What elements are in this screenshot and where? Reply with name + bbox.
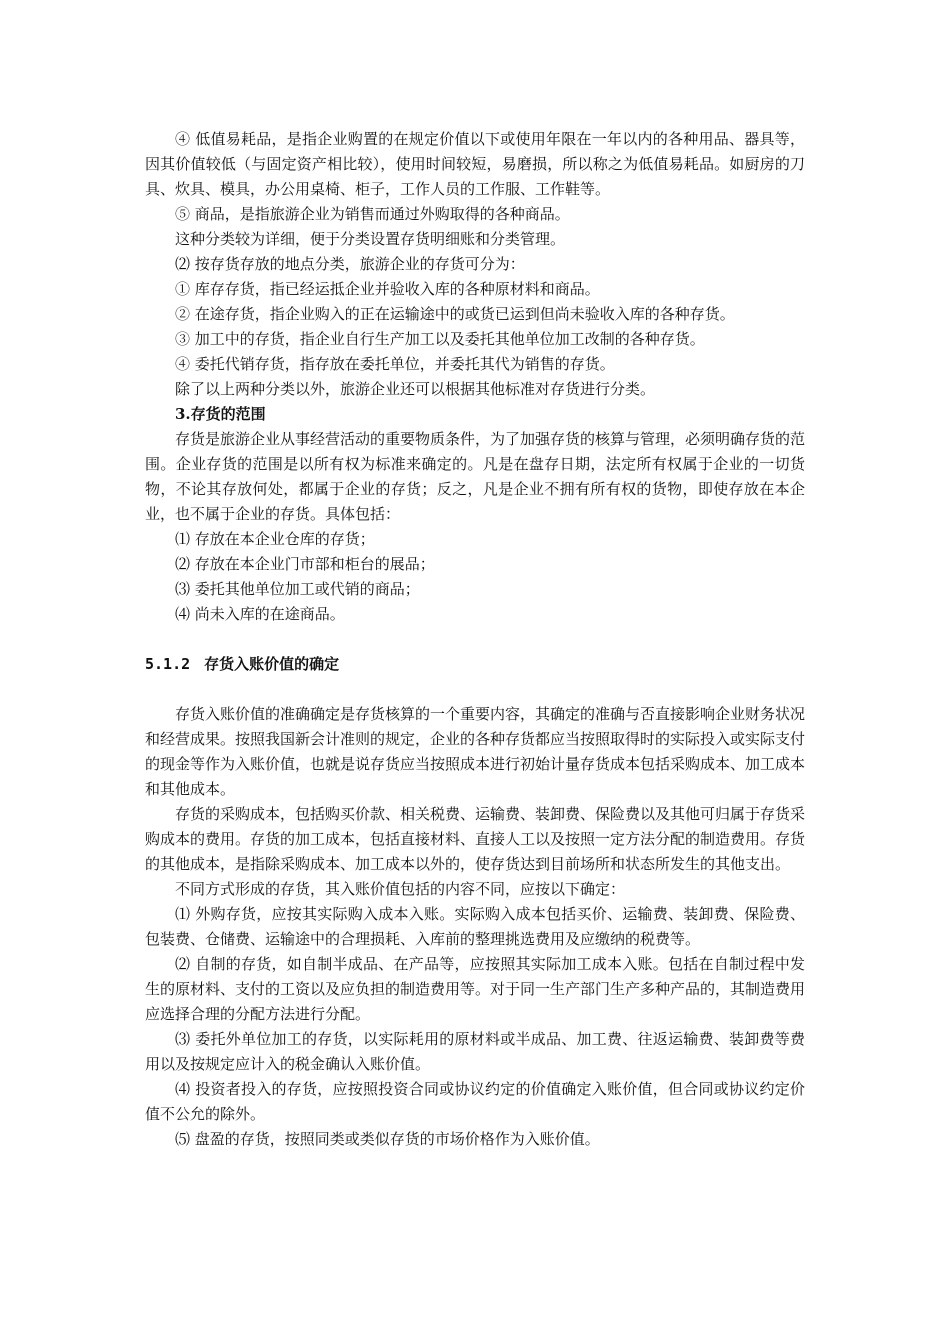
paragraph-surplus: ⑸ 盘盈的存货，按照同类或类似存货的市场价格作为入账价值。 (175, 1130, 600, 1148)
paragraph-other-classification: 除了以上两种分类以外，旅游企业还可以根据其他标准对存货进行分类。 (175, 380, 656, 398)
paragraph-consignment: ④ 委托代销存货，指存放在委托单位，并委托其代为销售的存货。 (175, 355, 615, 373)
paragraph-inventory-scope: 存货是旅游企业从事经营活动的重要物质条件，为了加强存货的核算与管理，必须明确存货的范围。企业存货的范围是以所有权为标准来确定的。凡是在盘存日期，法定所有权属于企业的一切货物，不论其存放何处，都属于企业的存货；反之，凡是企业不拥有所有权的货物，即使存放在本企业，也不属于企业的存货。具体包括： (145, 430, 806, 523)
paragraph-low-value-consumables: ④ 低值易耗品，是指企业购置的在规定价值以下或使用年限在一年以内的各种用品、器具等，因其价值较低（与固定资产相比较），使用时间较短，易磨损，所以称之为低值易耗品。如厨房的刀具、炊具、模具，办公用桌椅、柜子，工作人员的工作服、工作鞋等。 (145, 130, 805, 198)
paragraph-location-classification: ⑵ 按存货存放的地点分类，旅游企业的存货可分为： (175, 255, 525, 273)
section-number: 5.1.2 (145, 655, 191, 673)
list-item: ⑷ 尚未入库的在途商品。 (175, 605, 345, 623)
paragraph-classification-note: 这种分类较为详细，便于分类设置存货明细账和分类管理。 (175, 230, 566, 248)
list-item: ⑵ 存放在本企业门市部和柜台的展品； (175, 555, 435, 573)
list-item: ⑴ 存放在本企业仓库的存货； (175, 530, 375, 548)
list-item: ⑶ 委托其他单位加工或代销的商品； (175, 580, 420, 598)
subheading-inventory-scope: 3.存货的范围 (175, 405, 266, 423)
paragraph-in-transit: ② 在途存货，指企业购入的正在运输途中的或货已运到但尚未验收入库的各种存货。 (175, 305, 735, 323)
paragraph-valuation-intro: 存货入账价值的准确确定是存货核算的一个重要内容，其确定的准确与否直接影响企业财务状况和经营成果。按照我国新会计准则的规定，企业的各种存货都应当按照取得时的实际投入或实际支付的现金等作为入账价值，也就是说存货应当按照成本进行初始计量存货成本包括采购成本、加工成本和其他成本。 (145, 705, 806, 798)
paragraph-self-made: ⑵ 自制的存货，如自制半成品、在产品等，应按照其实际加工成本入账。包括在自制过程中发生的原材料、支付的工资以及应负担的制造费用等。对于同一生产部门生产多种产品的，其制造费用应选择合理的分配方法进行分配。 (145, 955, 806, 1023)
section-title: 存货入账价值的确定 (204, 655, 340, 673)
paragraph-in-stock: ① 库存存货，指已经运抵企业并验收入库的各种原材料和商品。 (175, 280, 600, 298)
paragraph-methods-intro: 不同方式形成的存货，其入账价值包括的内容不同，应按以下确定： (175, 880, 626, 898)
document-page (145, 127, 805, 1152)
paragraph-purchased: ⑴ 外购存货，应按其实际购入成本入账。实际购入成本包括买价、运输费、装卸费、保险费、包装费、仓储费、运输途中的合理损耗、入库前的整理挑选费用及应缴纳的税费等。 (145, 905, 805, 948)
paragraph-goods: ⑤ 商品，是指旅游企业为销售而通过外购取得的各种商品。 (175, 205, 570, 223)
paragraph-investor-contributed: ⑷ 投资者投入的存货，应按照投资合同或协议约定的价值确定入账价值，但合同或协议约定价值不公允的除外。 (145, 1080, 805, 1123)
section-heading (145, 652, 805, 677)
paragraph-in-processing: ③ 加工中的存货，指企业自行生产加工以及委托其他单位加工改制的各种存货。 (175, 330, 705, 348)
paragraph-cost-components: 存货的采购成本，包括购买价款、相关税费、运输费、装卸费、保险费以及其他可归属于存货采购成本的费用。存货的加工成本，包括直接材料、直接人工以及按照一定方法分配的制造费用。存货的其他成本，是指除采购成本、加工成本以外的，使存货达到目前场所和状态所发生的其他支出。 (145, 805, 806, 873)
paragraph-outsourced: ⑶ 委托外单位加工的存货，以实际耗用的原材料或半成品、加工费、往返运输费、装卸费等费用以及按规定应计入的税金确认入账价值。 (145, 1030, 805, 1073)
